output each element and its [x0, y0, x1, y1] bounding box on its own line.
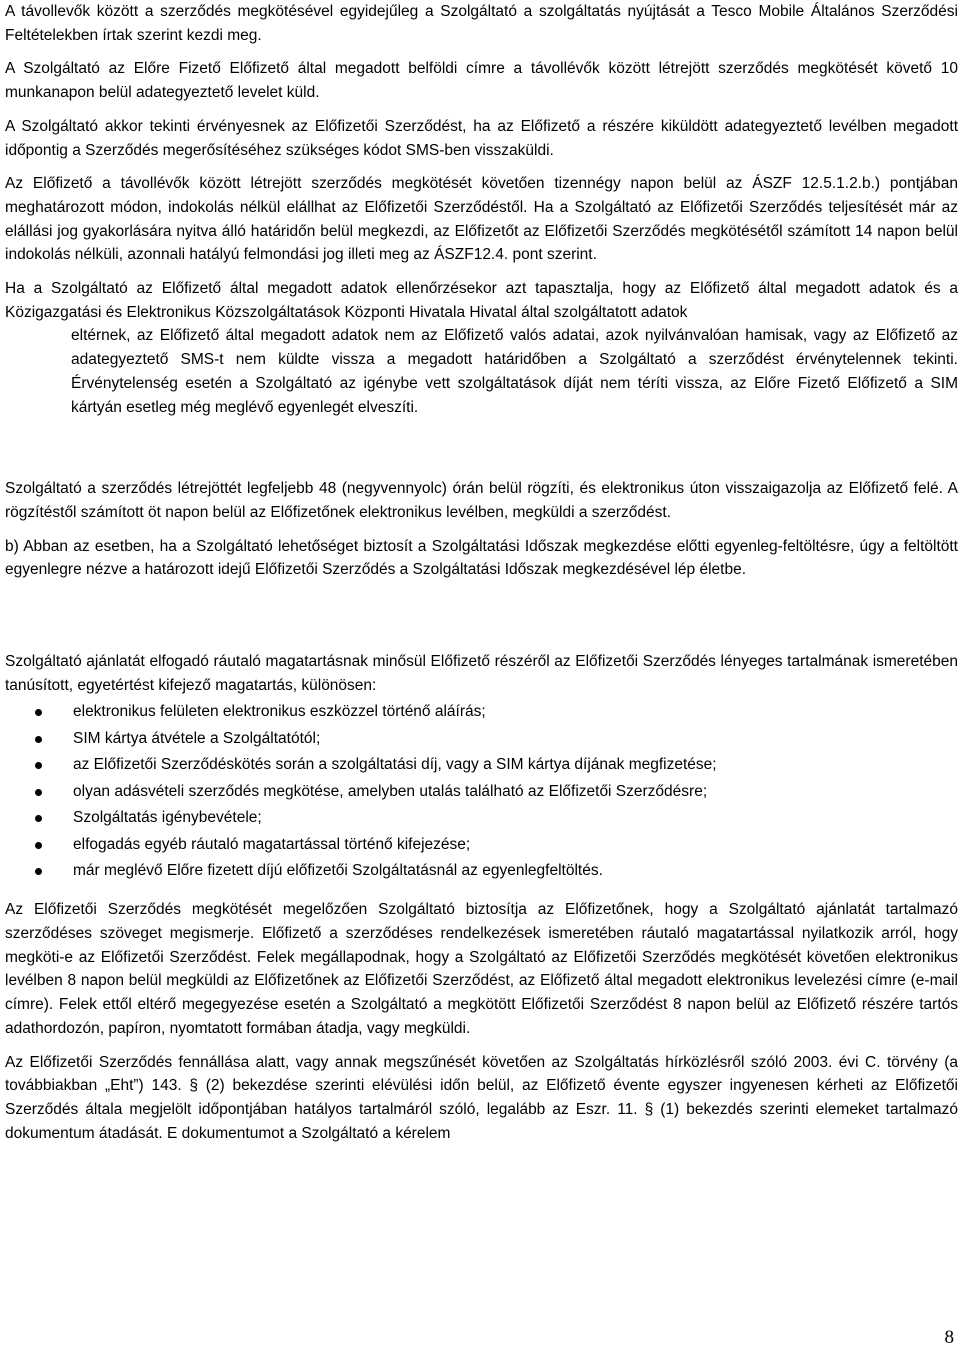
bullet-icon: [35, 868, 42, 875]
paragraph-item-b: b) Abban az esetben, ha a Szolgáltató lehetőséget biztosít a Szolgáltatási Időszak megkezdése előtti egyenleg-feltöltésre, úgy a feltöltött egyenlegre nézve a határozott idejű Előfizetői Szerződés a Szolgáltatási Időszak megkezdésével lép életbe.: [5, 537, 958, 579]
paragraph-service-start: A távollevők között a szerződés megkötésével egyidejűleg a Szolgáltató a szolgáltatás nyújtását a Tesco Mobile Általános Szerződési Feltételekben írtak szerint kezdi meg.: [5, 3, 958, 44]
list-item: már meglévő Előre fizetett díjú előfizetői Szolgáltatásnál az egyenlegfeltöltés.: [5, 858, 958, 884]
page-number: 8: [944, 1327, 954, 1348]
paragraph-contract-text-access: Az Előfizetői Szerződés megkötését megelőzően Szolgáltató biztosítja az Előfizetőnek, hogy a Szolgáltató ajánlatát tartalmazó szerződéses szöveget megismerje. Előfizető a szerződéses rendelkezések ismeretében ráutaló magatartással nyilatkozik arról, hogy megköti-e az Előfizetői Szerződést. Felek megállapodnak, hogy a Szolgáltató az Előfizetői Szerződés megkötését követően elektronikus levélben 8 napon belül megküldi az Előfizetőnek az Előfizetői Szerződést, az Előfizető által megadott elektronikus levelezési címre (e-mail címre). Felek ettől eltérő megegyezése esetén a Szolgáltató a megkötött Előfizetői Szerződést 8 napon belül az Előfizető részére tartós adathordozón, papíron, nyomtatott formában átadja, vagy megküldi.: [5, 901, 958, 1037]
paragraph-data-reconciliation-letter: A Szolgáltató az Előre Fizető Előfizető által megadott belföldi címre a távollévők között létrejött szerződés megkötését követő 10 munkanapon belül adategyeztető levelet küld.: [5, 60, 958, 102]
paragraph-contract-confirmation: Szolgáltató a szerződés létrejöttét legfeljebb 48 (negyvennyolc) órán belül rögzíti, és elektronikus úton visszaigazolja az Előfizető felé. A rögzítéstől számított öt napon belül az Előfizetőnek elektronikus levélben, megküldi a szerződést.: [5, 480, 958, 521]
bullet-icon: [35, 736, 42, 743]
paragraph-implied-acceptance: Szolgáltató ajánlatát elfogadó ráutaló magatartásnak minősül Előfizető részéről az Előfizetői Szerződés lényeges tartalmának ismeretében tanúsított, egyetértést kifejező magatartás, különösen:: [5, 653, 958, 694]
list-item: az Előfizetői Szerződéskötés során a szolgáltatási díj, vagy a SIM kártya díjának megfizetése;: [5, 752, 958, 778]
bullet-icon: [35, 815, 42, 822]
list-item: Szolgáltatás igénybevétele;: [5, 805, 958, 831]
bullet-icon: [35, 842, 42, 849]
document-page: [5, 0, 958, 1145]
bullet-icon: [35, 789, 42, 796]
paragraph-withdrawal-right: Az Előfizető a távollévők között létrejött szerződés megkötését követően tizennégy napon belül az ÁSZF 12.5.1.2.b.) pontjában meghatározott módon, indokolás nélkül elállhat az Előfizetői Szerződéstől. Ha a Szolgáltató az Előfizetői Szerződés teljesítését már az elállási jog gyakorlására nyitva álló határidőn belül megkezdi, az Előfizetőt az Előfizetői Szerződés megkötésétől számított 14 napon belül indokolás nélküli, azonnali hatályú felmondási jog illeti meg az ÁSZF12.4. pont szerint.: [5, 175, 958, 264]
bullet-icon: [35, 762, 42, 769]
paragraph-invalid-data-consequence: eltérnek, az Előfizető által megadott adatok nem az Előfizető valós adatai, azok nyilvánvalóan hamisak, vagy az Előfizető az adategyeztető SMS-t nem küldte vissza a megadott határidőben a Szolgáltató a szerződést érvénytelennek tekinti. Érvénytelenség esetén a Szolgáltató az igénybe vett szolgáltatások díját nem téríti vissza, az Előre Fizető Előfizető a SIM kártyán esetleg még meglévő egyenlegét elveszíti.: [71, 327, 958, 416]
paragraph-contract-document-request: Az Előfizetői Szerződés fennállása alatt, vagy annak megszűnését követően az Szolgáltatás hírközlésről szóló 2003. évi C. törvény (a továbbiakban „Eht”) 143. § (2) bekezdése szerinti elévülési időn belül, az Előfizető évente egyszer ingyenesen kérheti az Előfizetői Szerződés általa megjelölt időpontjában hatályos tartalmáról szóló, legalább az Eszr. 11. § (1) bekezdés szerinti elemeket tartalmazó dokumentum átadását. E dokumentumot a Szolgáltató a kérelem: [5, 1053, 958, 1142]
bullet-icon: [35, 709, 42, 716]
list-item: olyan adásvételi szerződés megkötése, amelyben utalás található az Előfizetői Szerződésre;: [5, 779, 958, 805]
list-item: elfogadás egyéb ráutaló magatartással történő kifejezése;: [5, 832, 958, 858]
paragraph-invalid-data-intro: Ha a Szolgáltató az Előfizető által megadott adatok ellenőrzésekor azt tapasztalja, hogy az Előfizető által megadott adatok és a Közigazgatási és Elektronikus Közszolgáltatások Központi Hivatala Hivatal által szolgáltatott adatok: [5, 280, 958, 321]
acceptance-behaviour-list: [5, 699, 958, 884]
paragraph-contract-validity: A Szolgáltató akkor tekinti érvényesnek az Előfizetői Szerződést, ha az Előfizető a részére kiküldött adategyeztető levélben megadott időpontig a Szerződés megerősítéséhez szükséges kódot SMS-ben visszaküldi.: [5, 117, 958, 159]
list-item: elektronikus felületen elektronikus eszközzel történő aláírás;: [5, 699, 958, 725]
list-item: SIM kártya átvétele a Szolgáltatótól;: [5, 726, 958, 752]
